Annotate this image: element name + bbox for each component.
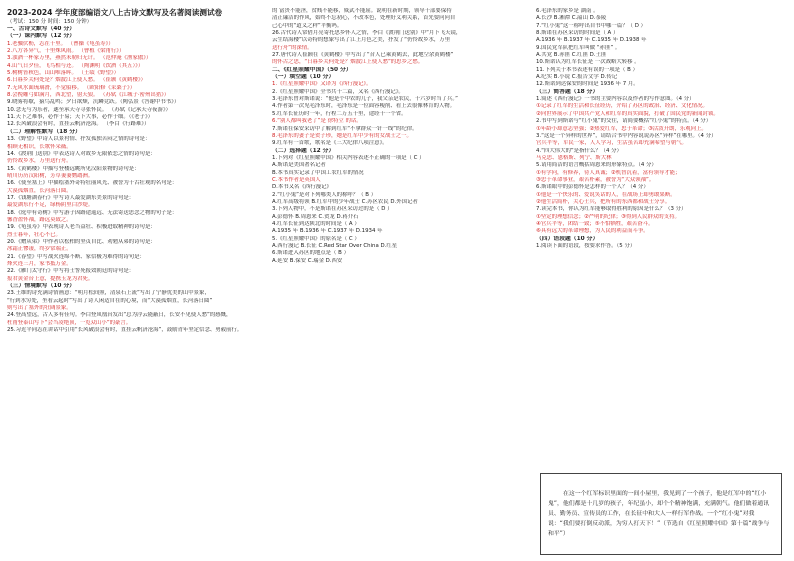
col1-line: 8.会挽雕弓如满月，西北望，射天狼。 （苏轼《江城子·密州出猎》） xyxy=(7,92,170,99)
col3-line: 1.简述《西行漫记》一书的主要内容以及作者的写作意图。（4 分） xyxy=(536,96,695,103)
col3-line: 1.阅读下面的语段，按要求作答。（5 分） xyxy=(536,243,636,249)
col3-line: 2.书中写到斯诺与“红小鬼”的交往，请简要概括“红小鬼”的特点。（4 分） xyxy=(536,118,712,125)
col3-line: A.纪实 B.小说 C.报告文学 D.传记 xyxy=(536,74,618,81)
col3-line: 6.毛泽东的家乡是 湖南 。 xyxy=(536,8,599,14)
col2-line: 3.下列人物中，不是斯诺在苏区采访过的是（ D ） xyxy=(272,206,393,213)
col3-line: 11.下列关于本书表述有误的一项是（ B ） xyxy=(536,66,638,73)
col1-line: 则写出了塞外的壮阔景象。 xyxy=(7,305,72,312)
col2-line: 1.《红星照耀中国》又译为《西行漫记》。 xyxy=(272,81,372,88)
col1-line: 19.《龟虽寿》中表现诗人老当益壮、积极进取精神的诗句是： xyxy=(7,224,156,231)
col1-line: 9.晓雾将歇，猿鸟乱鸣；夕日欲颓，沉鳞竞跃。（陶弘景《答谢中书书》） xyxy=(7,99,180,106)
col2-line: 7.斯诺在保安采访中了解到红军“不拿群众一针一线”的纪律。 xyxy=(272,125,418,132)
col1-line: 1.老骥伏枥，志在千里。 （曹操《龟虽寿》） xyxy=(7,40,114,47)
col3-line: A.1936 年 B.1937 年 C.1935 年 D.1938 年 xyxy=(536,37,647,44)
col1-line: 11.天下之难事，必作于易；天下大事，必作于细。（《老子》） xyxy=(7,114,154,121)
col3-line: 7.读完本书，你认为红军能够取得胜利的原因是什么？（3 分） xyxy=(536,206,687,213)
col1-line: 12.长风破浪会有时，直挂云帆济沧海。 （李白《行路难》） xyxy=(7,121,150,128)
col3-line: （四）语段题（10 分） xyxy=(536,235,599,242)
col1-line: 一、古诗文默写（40 分） xyxy=(7,26,76,32)
col3-line: ②向世界展示了中国共产党人和红军的真实面貌，打破了国民党的新闻封锁。 xyxy=(536,110,719,117)
col3-line: 8.斯诺在苏区采访的时间是（ A ） xyxy=(536,30,619,37)
col2-line: 2.“红小鬼”是对下列哪类人的称呼？（ B ） xyxy=(272,191,377,198)
col1-line: 14.《渡荆门送别》中表达诗人对故乡无限依恋之情的诗句是： xyxy=(7,150,156,157)
col2-line: 3.毛泽东曾对斯诺说：“他是个中农的儿子，我父亲是农民，十六岁时当了兵。” xyxy=(272,96,458,103)
col2-line: 的怀古之思，“日暮乡关何处是？烟波江上使人愁”的思乡之愁。 xyxy=(272,59,424,66)
col1-line: 2023-2024 学年度部编语文八上古诗文默写及名著阅读测试卷 xyxy=(7,8,223,17)
col2-line: 清正廉洁的作风，始终不忘初心，不改本色，处理好义利关系，首先要问问自 xyxy=(272,15,456,22)
col3-line: 5.请用简洁的语言概括周恩来的形象特点。（4 分） xyxy=(536,162,657,169)
col2-line: D.本书又名《西行漫记》 xyxy=(272,184,332,191)
col1-line: 馨香盈怀袖，路远莫致之。 xyxy=(7,216,72,223)
col1-line: 7.无风水面琉璃滑，不觉船移。 （欧阳修《采桑子》） xyxy=(7,84,136,91)
col3-line: ①他是一个快乐的、爱说笑话的人，在战场上却勇敢果断。 xyxy=(536,191,676,198)
reading-passage-box xyxy=(540,473,782,555)
col1-line: 6.日暮乡关何处是？烟波江上使人愁。 （崔颢《黄鹤楼》） xyxy=(7,77,146,84)
col1-line: （二）理解性默写（18 分） xyxy=(7,128,81,135)
col1-line: （一）课内默写（12 分） xyxy=(7,33,76,40)
col2-line: 6.“别人都叫我老了”是 徐特立 的话。 xyxy=(272,118,362,125)
col2-line: A.1935 年 B.1936 年 C.1937 年 D.1934 年 xyxy=(272,228,383,235)
col3-line: 6.斯诺眼中的彭德怀是怎样的一个人？（4 分） xyxy=(536,184,649,191)
col2-line: 送行舟”的深情。 xyxy=(272,44,313,51)
reading-passage-text: 在这一个红军标识里面的一间小屋里，我见到了一个孩子，他是红军中的“红小鬼”，他们都是十几岁的孩子，年纪虽小，却个个精神饱满，充满朝气。他们做着通讯员、勤务员、宣传员的工作，在长征中和大人一样行军作战。一个“红小鬼”对我说：“我们要打倒反动派，为穷人打天下！”（节选自《红星照耀中国》第十篇“战争与和平”） xyxy=(548,491,770,537)
col2-line: 4.红军长征到达陕北的时间是（ A ） xyxy=(272,220,360,227)
col3-line: A.长沙 B.湘潭 C.韶山 D.茶陵 xyxy=(536,15,607,22)
col1-line: （考试：150 分 时间：150 分钟） xyxy=(7,19,93,25)
col2-line: A.红军高级将领 B.红军中的少年战士 C.苏区农民 D.外国记者 xyxy=(272,198,418,205)
col2-line: C.本书作者是英国人 xyxy=(272,176,321,183)
col2-line: 9.红军有一首歌，歌名是《三大纪律八项注意》。 xyxy=(272,140,388,147)
col3-line: ②他生活简朴，关心士兵，把所有的东西都和战士分享。 xyxy=(536,198,671,205)
col1-line: 冰霜正惨凄，终岁常端正。 xyxy=(7,246,72,253)
col2-line: 26.古代诗人常借月亮寄托思乡怀人之情，李白《渡荆门送别》中“月下飞天镜， xyxy=(272,30,462,37)
col1-line: 5.树树皆秋色，山山唯落晖。 （王绩《野望》） xyxy=(7,70,119,77)
col2-line: （一）填空题（10 分） xyxy=(272,74,335,81)
col1-line: 3.浊酒一杯家万里，燕然未勒归无计。 （范仲淹《渔家傲》） xyxy=(7,55,152,62)
col3-line: ①年龄小却意志坚强；②热爱红军，忠于革命；③活泼开朗，乐观向上。 xyxy=(536,125,707,132)
col3-line: 12.斯诺到达保安的时间是 1936 年 7 月。 xyxy=(536,81,639,88)
col2-line: A.斯诺是美国著名记者 xyxy=(272,162,326,169)
column-left xyxy=(7,8,259,555)
col1-line: 烈士暮年，壮心不已。 xyxy=(7,231,61,238)
col2-line: 4.作者第一次见毛泽东时，毛泽东是一位面容瘦削、看上去很像林肯的人物。 xyxy=(272,103,456,110)
col2-line: 27.唐代诗人崔颢在《黄鹤楼》中写出了“昔人已乘黄鹤去，此地空余黄鹤楼” xyxy=(272,52,454,59)
col3-line: ④官兵平等，团结一致；⑤不怕牺牲，艰苦奋斗。 xyxy=(536,220,654,227)
col2-line: 二、《红星照耀中国》（50 分） xyxy=(272,66,352,73)
col3-line: ①记录了红军的生活和长征经历，介绍了苏区的政治、经济、文化情况。 xyxy=(536,103,708,110)
col1-line: 杜甫登泰山写下“会当凌绝顶，一览众山小”的豪言。 xyxy=(7,319,132,326)
col1-line: 相顾无相识，长歌怀采薇。 xyxy=(7,143,72,150)
col1-line: 仍怜故乡水，万里送行舟。 xyxy=(7,158,72,165)
col1-line: （三）情境默写（10 分） xyxy=(7,283,76,290)
col1-line: 16.《使至塞上》中描绘塞外奇特壮丽风光、被誉为千古壮观的名句是： xyxy=(7,180,178,187)
col1-line: 15.《黄鹤楼》中描写登楼远眺所见汉阳景物的诗句是： xyxy=(7,165,140,172)
col1-line: 大漠孤烟直，长河落日圆。 xyxy=(7,187,72,194)
col1-line: 18.《庭中有奇树》中写游子因路途遥远、无法寄送思念之物的句子是： xyxy=(7,209,178,216)
col3-line: 官兵平等，军民一家，人人学习，生活虽苦却充满希望与朝气。 xyxy=(536,140,687,147)
column-middle xyxy=(272,8,526,555)
col2-line: 5.《红星照耀中国》的原名是（ C ） xyxy=(272,235,360,242)
col2-line: B.本书真实记录了中国工农红军的情况 xyxy=(272,169,364,176)
col3-line: A.共党 B.赤匪 C.红匪 D.土匪 xyxy=(536,52,607,59)
col3-line: ③忠于革命事业，艰苦朴素，被誉为“大众领袖”。 xyxy=(536,176,655,183)
col3-line: 3.“这是一个异样的世界”，请结合书中内容说说苏区“异样”在哪里。（4 分） xyxy=(536,132,717,139)
col2-line: A.延安 B.保安 C.瑞金 D.西安 xyxy=(272,257,343,264)
col1-line: 10.念无与为乐者，遂至承天寺寻张怀民。 （苏轼《记承天寺夜游》） xyxy=(7,106,171,113)
col3-line: 10.斯诺认为红军长征是 一次战略大转移 。 xyxy=(536,59,640,66)
col1-line: 22.《雁门太守行》中写将士誓死报效朝廷的诗句是： xyxy=(7,268,135,275)
col2-line: 8.毛泽东的妻子是贺子珍，她是红军中少有的女战士之一。 xyxy=(272,132,412,139)
col1-line: 20.《赠从弟》中作者以松柏的坚贞自比、劝勉从弟的诗句是： xyxy=(7,238,156,245)
col3-line: 4.“四大伟大的”是指什么？（4 分） xyxy=(536,147,622,154)
col1-line: 4.山气日夕佳，飞鸟相与还。 （陶渊明《饮酒（其五）》） xyxy=(7,62,144,69)
col3-line: ①有学问，有修养，待人真诚；②机智沉着，富有领导才能； xyxy=(536,169,681,176)
col3-line: ⑥具有远大的革命理想，为人民的利益而斗争。 xyxy=(536,228,649,235)
col1-line: “行到水穷处，坐看云起时”写出了诗人闲适自在的心境，而“大漠孤烟直，长河落日圆” xyxy=(7,297,213,304)
col3-line: 7.“红小鬼”这一称呼出自书中哪一篇？（ D ） xyxy=(536,22,646,29)
col2-line: 云生结海楼”以奇特的想象写出了江上月色之美，抒发了“仍怜故乡水，万里 xyxy=(272,37,451,44)
col2-line: A.西行漫记 B.长征 C.Red Star Over China D.红星 xyxy=(272,243,398,249)
col1-line: 23.王维的诗充满诗情画意：“明月松间照，清泉石上流”写出了宁静优美的山中景象， xyxy=(7,290,210,297)
col2-line: 2.《红星照耀中国》全书共十二篇，又名《西行漫记》。 xyxy=(272,88,404,95)
col2-line: 的 富贵不能淫，贫贱不能移，威武不能屈。说明在新时期，领导干部要保持 xyxy=(272,8,452,14)
col1-line: 13.《野望》中诗人以景衬情、抒发孤独苦闷之情的诗句是： xyxy=(7,136,151,143)
col3-line: 马克思、恩格斯、列宁、斯大林 xyxy=(536,154,612,161)
col1-line: 17.《钱塘湖春行》中写诗人最爱湖东美景的诗句是： xyxy=(7,194,135,201)
col2-line: 1.下列对《红星照耀中国》相关内容表述不正确的一项是（ C ） xyxy=(272,154,425,161)
col1-line: 烽火连三月，家书抵万金。 xyxy=(7,261,72,267)
col1-line: 2.八方各异气，千里殊风雨。 （曹植《梁甫行》） xyxy=(7,48,125,55)
col2-line: 己心中的“道义之秤”平衡吗。 xyxy=(272,22,343,29)
col2-line: （二）选择题（12 分） xyxy=(272,147,335,154)
col3-line: （三）简答题（18 分） xyxy=(536,88,599,95)
col1-line: 24.登高望远，古人多有佳句。李白登凤凰台发出“总为浮云能蔽日，长安不见使人愁”的感慨， xyxy=(7,312,232,319)
col2-line: 6.斯诺进入苏区的地点是（ B ） xyxy=(272,250,349,257)
col1-line: 报君黄金台上意，提携玉龙为君死。 xyxy=(7,275,94,282)
col1-line: 25.习近平同志在讲话中引用“长风破浪会有时，直挂云帆济沧海”，鼓励青年坚定信念、勇毅前行。 xyxy=(7,327,243,334)
col1-line: 21.《春望》中写战火连绵不断、家信极为难得的诗句是： xyxy=(7,253,145,260)
col2-line: 5.红军长征历时一年，行程二万五千里，途经十一个省。 xyxy=(272,110,407,117)
col2-line: A.彭德怀 B.周恩来 C.贺龙 D.蒋介石 xyxy=(272,213,359,220)
col3-line: 9.国民党军队把红军叫做 “赤匪” 。 xyxy=(536,44,621,51)
col1-line: 晴川历历汉阳树，芳草萋萋鹦鹉洲。 xyxy=(7,172,94,179)
col1-line: 最爱湖东行不足，绿杨阴里白沙堤。 xyxy=(7,202,94,209)
col3-line: ①坚定的理想信念；②严明的纪律；③得到人民群众的支持。 xyxy=(536,213,680,220)
